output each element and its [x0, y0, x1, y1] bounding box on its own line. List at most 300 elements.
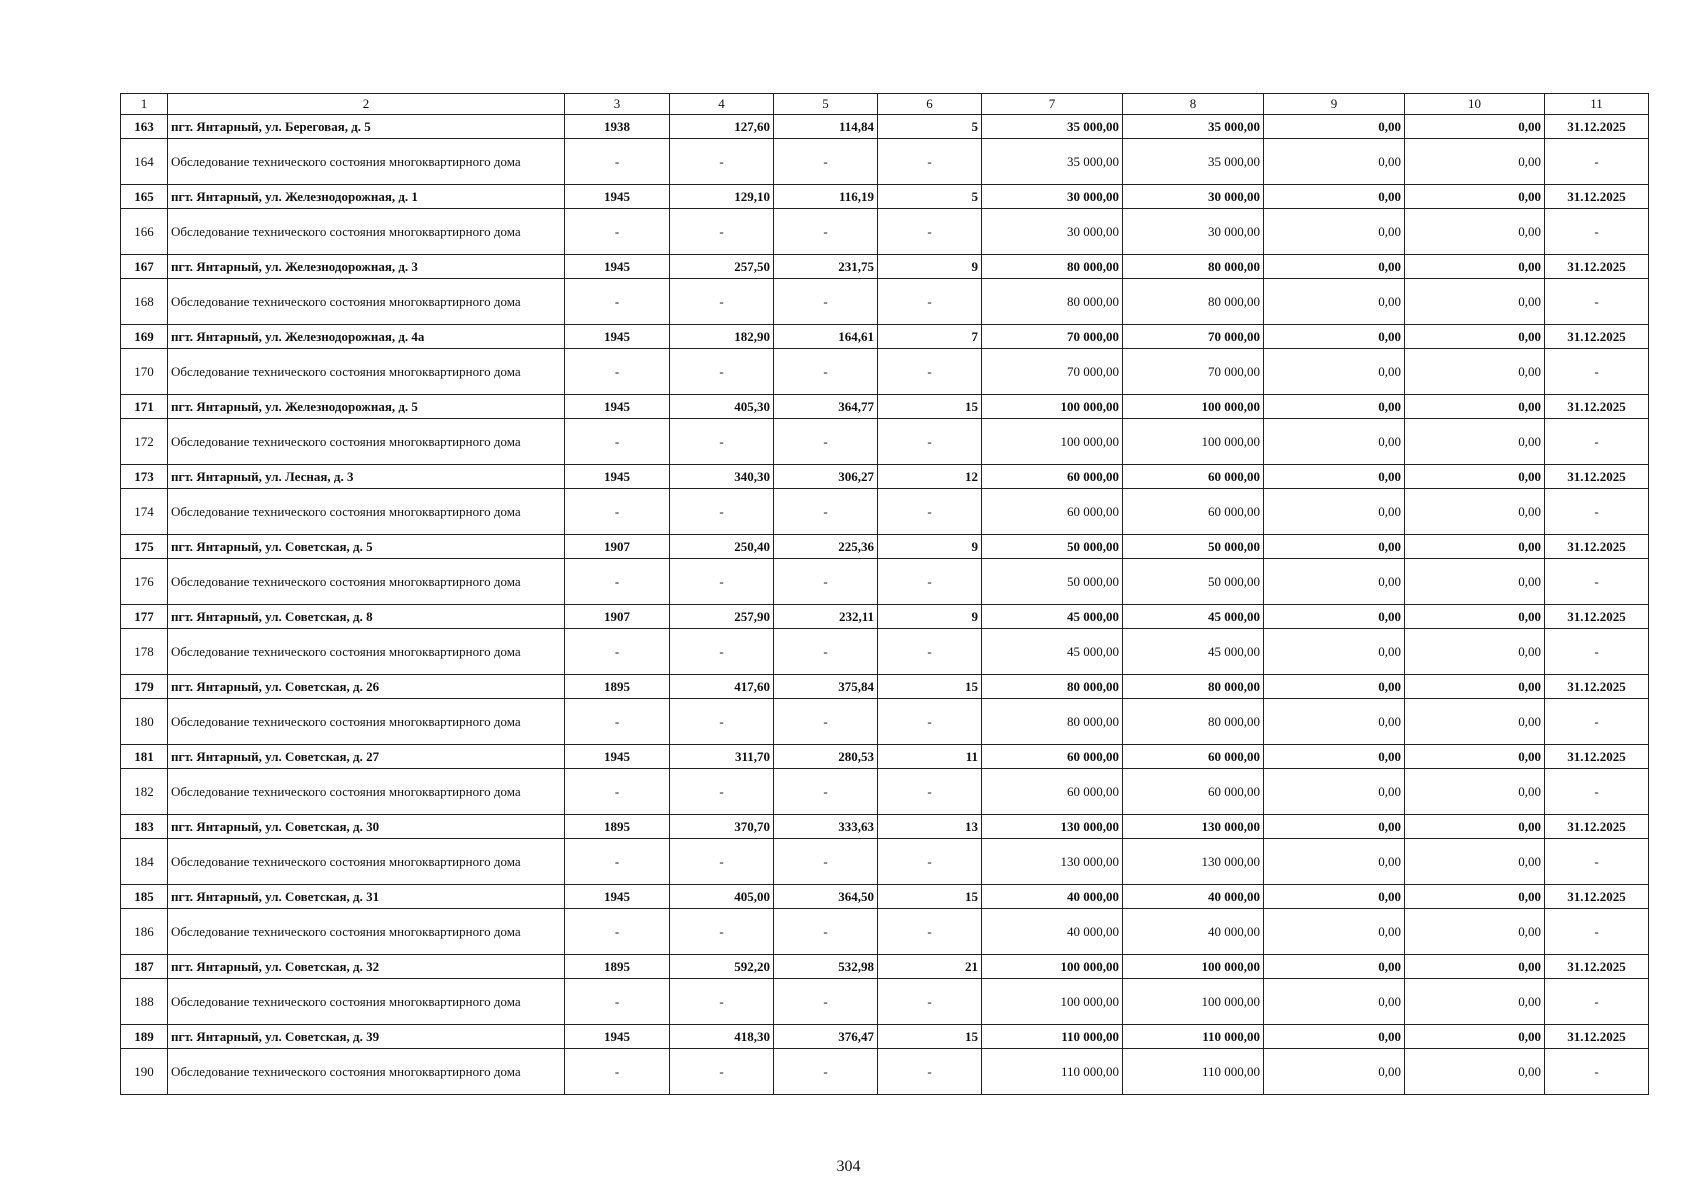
amount-source-cell: 80 000,00 [1123, 279, 1264, 325]
object-name: Обследование технического состояния многоквартирного дома [168, 979, 565, 1025]
amount-col9-cell: 0,00 [1264, 349, 1405, 395]
row-number: 187 [121, 955, 168, 979]
amount-source-cell: 70 000,00 [1123, 325, 1264, 349]
amount-col10-cell: 0,00 [1405, 769, 1545, 815]
area-living-cell: - [774, 1049, 878, 1095]
amount-col9-cell: 0,00 [1264, 139, 1405, 185]
year-cell: 1907 [565, 535, 670, 559]
object-name: пгт. Янтарный, ул. Железнодорожная, д. 3 [168, 255, 565, 279]
work-row [121, 979, 1649, 1025]
row-number: 171 [121, 395, 168, 419]
date-cell: - [1545, 559, 1649, 605]
area-cell: 405,30 [670, 395, 774, 419]
amount-col10-cell: 0,00 [1405, 1049, 1545, 1095]
amount-col9-cell: 0,00 [1264, 209, 1405, 255]
date-cell: 31.12.2025 [1545, 115, 1649, 139]
area-cell: 311,70 [670, 745, 774, 769]
amount-col10-cell: 0,00 [1405, 185, 1545, 209]
area-living-cell: 364,50 [774, 885, 878, 909]
date-cell: - [1545, 979, 1649, 1025]
work-row [121, 209, 1649, 255]
area-cell: 405,00 [670, 885, 774, 909]
year-cell: 1895 [565, 815, 670, 839]
area-cell: - [670, 139, 774, 185]
amount-col10-cell: 0,00 [1405, 535, 1545, 559]
area-cell: - [670, 1049, 774, 1095]
year-cell: - [565, 839, 670, 885]
area-cell: 250,40 [670, 535, 774, 559]
date-cell: - [1545, 699, 1649, 745]
object-name: пгт. Янтарный, ул. Советская, д. 5 [168, 535, 565, 559]
column-number-header: 9 [1264, 94, 1405, 115]
address-row [121, 675, 1649, 699]
amount-col10-cell: 0,00 [1405, 1025, 1545, 1049]
amount-col9-cell: 0,00 [1264, 279, 1405, 325]
area-cell: - [670, 629, 774, 675]
row-number: 176 [121, 559, 168, 605]
amount-total-cell: 70 000,00 [982, 325, 1123, 349]
year-cell: - [565, 559, 670, 605]
address-row [121, 395, 1649, 419]
row-number: 175 [121, 535, 168, 559]
area-cell: 127,60 [670, 115, 774, 139]
amount-source-cell: 80 000,00 [1123, 699, 1264, 745]
amount-col9-cell: 0,00 [1264, 559, 1405, 605]
area-living-cell: 376,47 [774, 1025, 878, 1049]
area-cell: - [670, 489, 774, 535]
amount-col9-cell: 0,00 [1264, 325, 1405, 349]
amount-col10-cell: 0,00 [1405, 605, 1545, 629]
amount-col10-cell: 0,00 [1405, 349, 1545, 395]
column-number-header: 7 [982, 94, 1123, 115]
amount-source-cell: 50 000,00 [1123, 535, 1264, 559]
amount-source-cell: 110 000,00 [1123, 1049, 1264, 1095]
amount-col9-cell: 0,00 [1264, 885, 1405, 909]
date-cell: - [1545, 349, 1649, 395]
amount-col9-cell: 0,00 [1264, 419, 1405, 465]
amount-col10-cell: 0,00 [1405, 909, 1545, 955]
column-number-header: 2 [168, 94, 565, 115]
amount-total-cell: 45 000,00 [982, 605, 1123, 629]
amount-source-cell: 100 000,00 [1123, 979, 1264, 1025]
count-cell: - [878, 629, 982, 675]
amount-source-cell: 80 000,00 [1123, 255, 1264, 279]
table-body [121, 115, 1649, 1095]
year-cell: 1945 [565, 325, 670, 349]
object-name: Обследование технического состояния многоквартирного дома [168, 419, 565, 465]
area-cell: 257,90 [670, 605, 774, 629]
count-cell: - [878, 1049, 982, 1095]
amount-source-cell: 110 000,00 [1123, 1025, 1264, 1049]
date-cell: 31.12.2025 [1545, 255, 1649, 279]
amount-col9-cell: 0,00 [1264, 839, 1405, 885]
amount-col9-cell: 0,00 [1264, 909, 1405, 955]
amount-col9-cell: 0,00 [1264, 1025, 1405, 1049]
address-row [121, 115, 1649, 139]
area-cell: - [670, 559, 774, 605]
amount-total-cell: 100 000,00 [982, 955, 1123, 979]
year-cell: 1945 [565, 395, 670, 419]
amount-col9-cell: 0,00 [1264, 769, 1405, 815]
amount-col10-cell: 0,00 [1405, 955, 1545, 979]
amount-col9-cell: 0,00 [1264, 465, 1405, 489]
row-number: 164 [121, 139, 168, 185]
area-cell: - [670, 279, 774, 325]
amount-total-cell: 80 000,00 [982, 675, 1123, 699]
amount-col9-cell: 0,00 [1264, 535, 1405, 559]
amount-col9-cell: 0,00 [1264, 955, 1405, 979]
count-cell: - [878, 139, 982, 185]
amount-total-cell: 30 000,00 [982, 209, 1123, 255]
object-name: пгт. Янтарный, ул. Железнодорожная, д. 5 [168, 395, 565, 419]
date-cell: 31.12.2025 [1545, 185, 1649, 209]
data-table [120, 93, 1649, 1095]
object-name: Обследование технического состояния многоквартирного дома [168, 489, 565, 535]
amount-col10-cell: 0,00 [1405, 699, 1545, 745]
object-name: пгт. Янтарный, ул. Железнодорожная, д. 4а [168, 325, 565, 349]
count-cell: 11 [878, 745, 982, 769]
amount-col9-cell: 0,00 [1264, 979, 1405, 1025]
amount-total-cell: 80 000,00 [982, 699, 1123, 745]
address-row [121, 605, 1649, 629]
area-living-cell: - [774, 419, 878, 465]
count-cell: 15 [878, 395, 982, 419]
object-name: Обследование технического состояния многоквартирного дома [168, 629, 565, 675]
row-number: 181 [121, 745, 168, 769]
amount-col9-cell: 0,00 [1264, 115, 1405, 139]
work-row [121, 1049, 1649, 1095]
date-cell: 31.12.2025 [1545, 675, 1649, 699]
amount-col10-cell: 0,00 [1405, 745, 1545, 769]
amount-col9-cell: 0,00 [1264, 185, 1405, 209]
address-row [121, 815, 1649, 839]
year-cell: 1945 [565, 885, 670, 909]
amount-total-cell: 60 000,00 [982, 769, 1123, 815]
area-cell: - [670, 699, 774, 745]
object-name: пгт. Янтарный, ул. Советская, д. 8 [168, 605, 565, 629]
count-cell: - [878, 979, 982, 1025]
row-number: 167 [121, 255, 168, 279]
amount-total-cell: 130 000,00 [982, 815, 1123, 839]
area-living-cell: - [774, 699, 878, 745]
row-number: 190 [121, 1049, 168, 1095]
date-cell: - [1545, 629, 1649, 675]
row-number: 168 [121, 279, 168, 325]
amount-total-cell: 40 000,00 [982, 885, 1123, 909]
object-name: пгт. Янтарный, ул. Железнодорожная, д. 1 [168, 185, 565, 209]
amount-total-cell: 50 000,00 [982, 559, 1123, 605]
area-cell: 417,60 [670, 675, 774, 699]
amount-col10-cell: 0,00 [1405, 279, 1545, 325]
count-cell: 13 [878, 815, 982, 839]
row-number: 189 [121, 1025, 168, 1049]
area-cell: - [670, 349, 774, 395]
area-cell: - [670, 909, 774, 955]
row-number: 166 [121, 209, 168, 255]
date-cell: 31.12.2025 [1545, 325, 1649, 349]
object-name: Обследование технического состояния многоквартирного дома [168, 559, 565, 605]
area-living-cell: 532,98 [774, 955, 878, 979]
amount-source-cell: 100 000,00 [1123, 419, 1264, 465]
object-name: Обследование технического состояния многоквартирного дома [168, 699, 565, 745]
area-living-cell: 375,84 [774, 675, 878, 699]
count-cell: 21 [878, 955, 982, 979]
work-row [121, 349, 1649, 395]
object-name: пгт. Янтарный, ул. Советская, д. 32 [168, 955, 565, 979]
column-number-header: 11 [1545, 94, 1649, 115]
amount-total-cell: 110 000,00 [982, 1049, 1123, 1095]
date-cell: - [1545, 139, 1649, 185]
amount-total-cell: 100 000,00 [982, 419, 1123, 465]
area-living-cell: - [774, 349, 878, 395]
column-number-header: 5 [774, 94, 878, 115]
amount-total-cell: 35 000,00 [982, 115, 1123, 139]
count-cell: 15 [878, 675, 982, 699]
amount-source-cell: 30 000,00 [1123, 209, 1264, 255]
year-cell: 1907 [565, 605, 670, 629]
area-cell: 418,30 [670, 1025, 774, 1049]
amount-source-cell: 45 000,00 [1123, 629, 1264, 675]
count-cell: 9 [878, 605, 982, 629]
amount-col10-cell: 0,00 [1405, 255, 1545, 279]
page-number: 304 [836, 1158, 861, 1175]
amount-source-cell: 50 000,00 [1123, 559, 1264, 605]
amount-source-cell: 30 000,00 [1123, 185, 1264, 209]
row-number: 183 [121, 815, 168, 839]
address-row [121, 325, 1649, 349]
year-cell: 1938 [565, 115, 670, 139]
date-cell: 31.12.2025 [1545, 1025, 1649, 1049]
amount-total-cell: 130 000,00 [982, 839, 1123, 885]
amount-total-cell: 60 000,00 [982, 465, 1123, 489]
area-living-cell: - [774, 489, 878, 535]
amount-col10-cell: 0,00 [1405, 395, 1545, 419]
address-row [121, 745, 1649, 769]
count-cell: 7 [878, 325, 982, 349]
amount-col9-cell: 0,00 [1264, 395, 1405, 419]
count-cell: 15 [878, 885, 982, 909]
area-living-cell: 231,75 [774, 255, 878, 279]
amount-col10-cell: 0,00 [1405, 419, 1545, 465]
count-cell: - [878, 909, 982, 955]
area-living-cell: - [774, 979, 878, 1025]
year-cell: - [565, 909, 670, 955]
area-cell: - [670, 769, 774, 815]
count-cell: 5 [878, 115, 982, 139]
area-living-cell: 364,77 [774, 395, 878, 419]
object-name: Обследование технического состояния многоквартирного дома [168, 279, 565, 325]
amount-source-cell: 40 000,00 [1123, 885, 1264, 909]
amount-source-cell: 70 000,00 [1123, 349, 1264, 395]
area-cell: 592,20 [670, 955, 774, 979]
work-row [121, 139, 1649, 185]
amount-source-cell: 35 000,00 [1123, 115, 1264, 139]
work-row [121, 419, 1649, 465]
object-name: Обследование технического состояния многоквартирного дома [168, 349, 565, 395]
area-living-cell: 164,61 [774, 325, 878, 349]
amount-col10-cell: 0,00 [1405, 325, 1545, 349]
address-row [121, 1025, 1649, 1049]
count-cell: 9 [878, 535, 982, 559]
amount-col10-cell: 0,00 [1405, 465, 1545, 489]
area-cell: - [670, 839, 774, 885]
object-name: Обследование технического состояния многоквартирного дома [168, 1049, 565, 1095]
row-number: 178 [121, 629, 168, 675]
year-cell: 1945 [565, 465, 670, 489]
row-number: 173 [121, 465, 168, 489]
work-row [121, 629, 1649, 675]
row-number: 163 [121, 115, 168, 139]
area-living-cell: 333,63 [774, 815, 878, 839]
date-cell: 31.12.2025 [1545, 465, 1649, 489]
row-number: 185 [121, 885, 168, 909]
year-cell: 1895 [565, 955, 670, 979]
year-cell: - [565, 1049, 670, 1095]
amount-col9-cell: 0,00 [1264, 1049, 1405, 1095]
amount-source-cell: 40 000,00 [1123, 909, 1264, 955]
amount-col9-cell: 0,00 [1264, 255, 1405, 279]
date-cell: 31.12.2025 [1545, 605, 1649, 629]
address-row [121, 465, 1649, 489]
work-row [121, 559, 1649, 605]
row-number: 169 [121, 325, 168, 349]
object-name: пгт. Янтарный, ул. Советская, д. 30 [168, 815, 565, 839]
amount-total-cell: 80 000,00 [982, 255, 1123, 279]
amount-col10-cell: 0,00 [1405, 559, 1545, 605]
area-living-cell: 116,19 [774, 185, 878, 209]
year-cell: - [565, 419, 670, 465]
count-cell: 12 [878, 465, 982, 489]
address-row [121, 885, 1649, 909]
amount-total-cell: 50 000,00 [982, 535, 1123, 559]
year-cell: 1895 [565, 675, 670, 699]
amount-total-cell: 45 000,00 [982, 629, 1123, 675]
amount-source-cell: 45 000,00 [1123, 605, 1264, 629]
address-row [121, 955, 1649, 979]
amount-col10-cell: 0,00 [1405, 885, 1545, 909]
date-cell: - [1545, 1049, 1649, 1095]
date-cell: - [1545, 209, 1649, 255]
row-number: 174 [121, 489, 168, 535]
address-row [121, 255, 1649, 279]
date-cell: 31.12.2025 [1545, 815, 1649, 839]
year-cell: 1945 [565, 745, 670, 769]
year-cell: - [565, 279, 670, 325]
area-cell: - [670, 979, 774, 1025]
year-cell: - [565, 769, 670, 815]
amount-total-cell: 100 000,00 [982, 395, 1123, 419]
year-cell: 1945 [565, 255, 670, 279]
row-number: 184 [121, 839, 168, 885]
amount-col9-cell: 0,00 [1264, 605, 1405, 629]
object-name: Обследование технического состояния многоквартирного дома [168, 909, 565, 955]
amount-source-cell: 60 000,00 [1123, 489, 1264, 535]
row-number: 182 [121, 769, 168, 815]
work-row [121, 769, 1649, 815]
date-cell: 31.12.2025 [1545, 395, 1649, 419]
object-name: Обследование технического состояния многоквартирного дома [168, 769, 565, 815]
row-number: 165 [121, 185, 168, 209]
date-cell: - [1545, 419, 1649, 465]
area-living-cell: 280,53 [774, 745, 878, 769]
area-living-cell: 225,36 [774, 535, 878, 559]
date-cell: - [1545, 489, 1649, 535]
amount-source-cell: 130 000,00 [1123, 815, 1264, 839]
amount-col9-cell: 0,00 [1264, 745, 1405, 769]
amount-col10-cell: 0,00 [1405, 629, 1545, 675]
object-name: пгт. Янтарный, ул. Советская, д. 31 [168, 885, 565, 909]
date-cell: 31.12.2025 [1545, 885, 1649, 909]
amount-col9-cell: 0,00 [1264, 815, 1405, 839]
count-cell: 15 [878, 1025, 982, 1049]
column-number-row [121, 94, 1649, 115]
amount-total-cell: 110 000,00 [982, 1025, 1123, 1049]
year-cell: - [565, 699, 670, 745]
amount-col10-cell: 0,00 [1405, 815, 1545, 839]
amount-col9-cell: 0,00 [1264, 629, 1405, 675]
area-living-cell: 232,11 [774, 605, 878, 629]
column-number-header: 3 [565, 94, 670, 115]
amount-source-cell: 60 000,00 [1123, 465, 1264, 489]
count-cell: - [878, 559, 982, 605]
row-number: 186 [121, 909, 168, 955]
address-row [121, 185, 1649, 209]
year-cell: - [565, 489, 670, 535]
date-cell: 31.12.2025 [1545, 745, 1649, 769]
work-row [121, 699, 1649, 745]
work-row [121, 489, 1649, 535]
amount-total-cell: 70 000,00 [982, 349, 1123, 395]
column-number-header: 4 [670, 94, 774, 115]
date-cell: - [1545, 839, 1649, 885]
count-cell: 5 [878, 185, 982, 209]
area-living-cell: - [774, 769, 878, 815]
amount-col10-cell: 0,00 [1405, 209, 1545, 255]
year-cell: - [565, 979, 670, 1025]
area-living-cell: - [774, 839, 878, 885]
area-cell: - [670, 209, 774, 255]
area-living-cell: - [774, 629, 878, 675]
amount-source-cell: 100 000,00 [1123, 395, 1264, 419]
work-row [121, 279, 1649, 325]
column-number-header: 6 [878, 94, 982, 115]
amount-col9-cell: 0,00 [1264, 489, 1405, 535]
amount-col10-cell: 0,00 [1405, 675, 1545, 699]
object-name: Обследование технического состояния многоквартирного дома [168, 139, 565, 185]
amount-source-cell: 100 000,00 [1123, 955, 1264, 979]
amount-total-cell: 100 000,00 [982, 979, 1123, 1025]
amount-col10-cell: 0,00 [1405, 115, 1545, 139]
area-living-cell: 114,84 [774, 115, 878, 139]
amount-source-cell: 80 000,00 [1123, 675, 1264, 699]
count-cell: - [878, 699, 982, 745]
address-row [121, 535, 1649, 559]
amount-source-cell: 35 000,00 [1123, 139, 1264, 185]
amount-total-cell: 80 000,00 [982, 279, 1123, 325]
count-cell: - [878, 489, 982, 535]
count-cell: - [878, 839, 982, 885]
amount-col10-cell: 0,00 [1405, 839, 1545, 885]
count-cell: - [878, 349, 982, 395]
area-cell: 182,90 [670, 325, 774, 349]
area-living-cell: 306,27 [774, 465, 878, 489]
count-cell: - [878, 419, 982, 465]
year-cell: - [565, 209, 670, 255]
amount-col9-cell: 0,00 [1264, 675, 1405, 699]
object-name: пгт. Янтарный, ул. Береговая, д. 5 [168, 115, 565, 139]
object-name: пгт. Янтарный, ул. Советская, д. 26 [168, 675, 565, 699]
area-living-cell: - [774, 559, 878, 605]
